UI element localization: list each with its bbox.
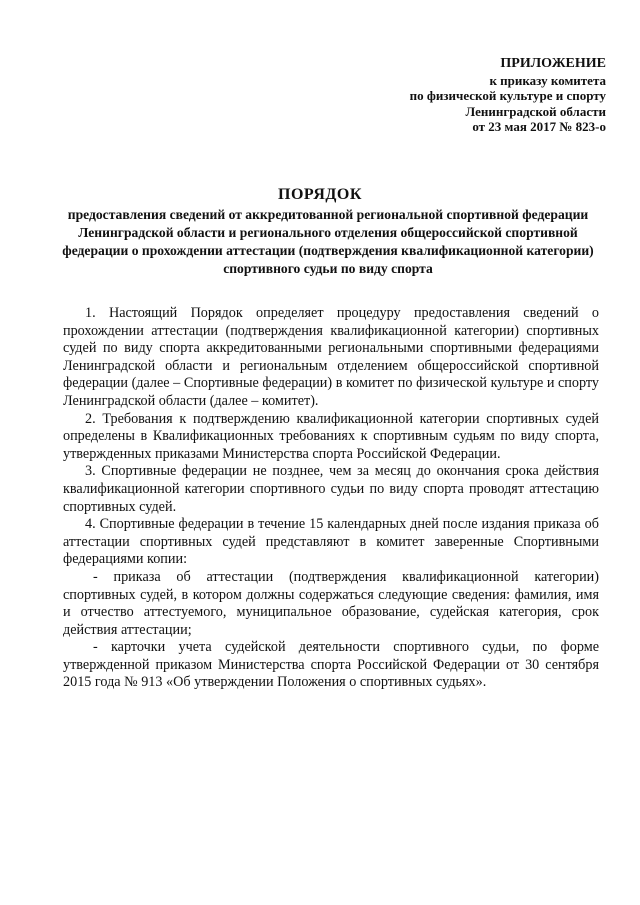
paragraph-1: 1. Настоящий Порядок определяет процедуру предоставления сведений о прохождении аттестации (подтверждения квалификационной категории) спортивных судей по виду спорта аккредитованными региональными спортивными федерациями Ленинградской области и региональным отделением общероссийской спортивной федерации (далее – Спортивные федерации) в комитет по физической культуре и спорту Ленинградской области (далее – комитет).: [63, 305, 599, 409]
document-body: [63, 305, 599, 692]
appendix-line-date: от 23 мая 2017 № 823-о: [472, 119, 606, 134]
appendix-title: ПРИЛОЖЕНИЕ: [500, 56, 606, 71]
appendix-line-order: к приказу комитета: [489, 72, 606, 88]
document-subtitle: предоставления сведений от аккредитованной региональной спортивной федерации Ленинградской области и регионального отделения общероссийской спортивной федерации о прохождении аттестации (подтверждения квалификационной категории) спортивного судьи по виду спорта: [62, 207, 594, 276]
appendix-line-region: Ленинградской области: [465, 103, 606, 119]
paragraph-4-item-2: - карточки учета судейской деятельности спортивного судьи, по форме утвержденной приказом Министерства спорта Российской Федерации от 30 сентября 2015 года № 913 «Об утверждении Положения о спортивных судьях».: [63, 639, 599, 691]
paragraph-4: 4. Спортивные федерации в течение 15 календарных дней после издания приказа об аттестации спортивных судей представляют в комитет заверенные Спортивными федерациями копии:: [63, 516, 599, 568]
appendix-line-committee: по физической культуре и спорту: [409, 88, 606, 103]
paragraph-4-item-1: - приказа об аттестации (подтверждения квалификационной категории) спортивных судей, в котором должны содержаться следующие сведения: фамилия, имя и отчество аттестуемого, муниципальное образование, судейская категория, срок действия аттестации;: [63, 568, 599, 638]
paragraph-2: 2. Требования к подтверждению квалификационной категории спортивных судей определены в Квалификационных требованиях к спортивным судьям по виду спорта, утвержденных приказами Министерства спорта Российской Федерации.: [63, 410, 599, 462]
appendix-header: [306, 56, 606, 135]
paragraph-3: 3. Спортивные федерации не позднее, чем за месяц до окончания срока действия квалификационной категории спортивного судьи по виду спорта проводят аттестацию спортивных судей.: [63, 463, 599, 515]
document-title: ПОРЯДОК: [278, 186, 362, 203]
